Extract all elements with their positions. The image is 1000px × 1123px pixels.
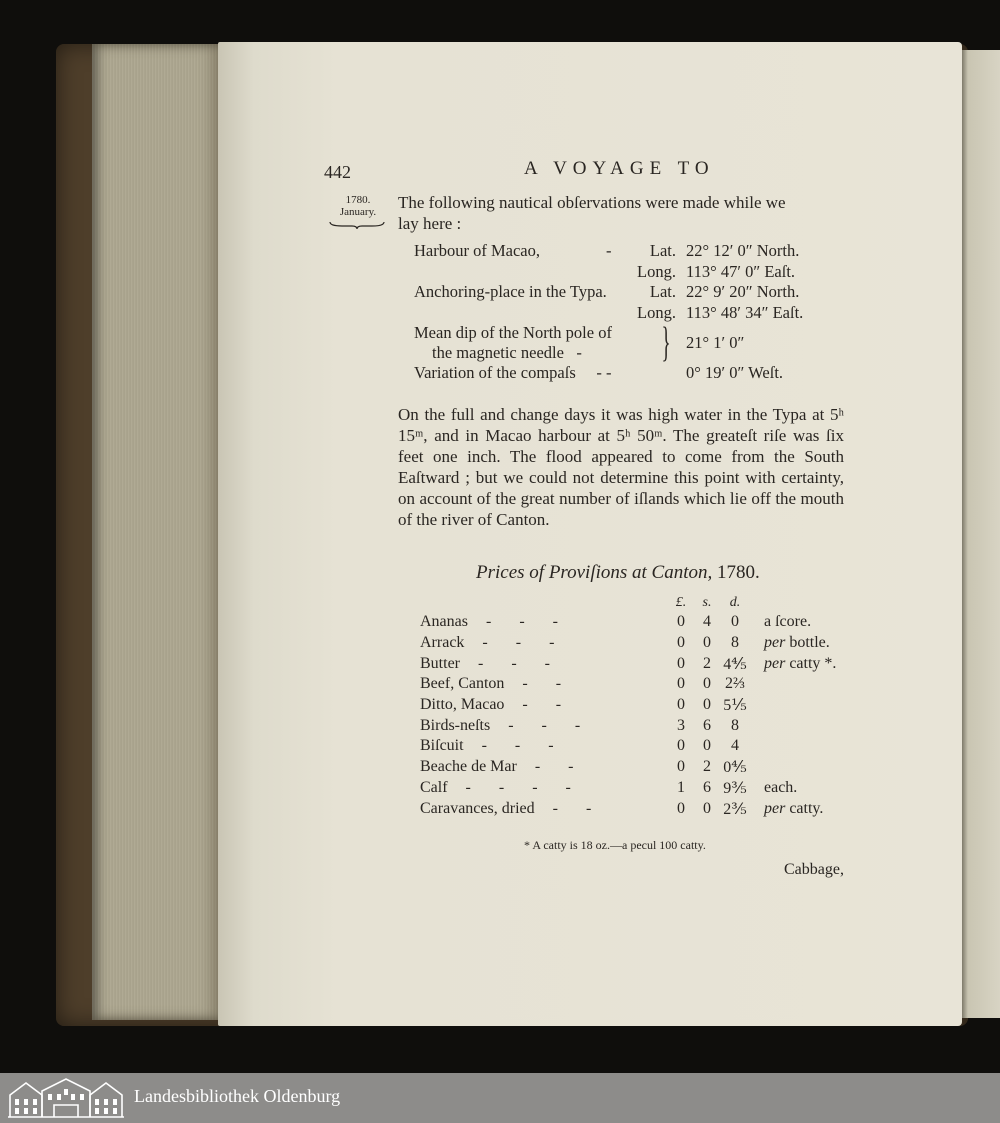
pence-header: d. [729,595,741,610]
price-item-dashes: - - - [478,654,550,672]
prices-table [420,594,836,819]
price-pence: 0 [731,613,739,631]
footnote: * A catty is 18 oz.—a pecul 100 catty. [524,838,706,852]
price-item-dashes: - - - [508,716,581,734]
price-unit [750,778,836,799]
price-pounds: 0 [677,696,685,714]
price-pence: 2⅗ [723,800,747,818]
price-pounds: 0 [677,654,685,672]
facing-page-edge [962,50,1000,1018]
page-edges [92,44,220,1020]
intro-line-2: lay here : [398,214,462,233]
price-item-name: Arrack [420,634,465,652]
observation-label: Lat. [649,282,676,302]
price-item-dashes: - - [534,758,574,776]
price-item-dashes: - - [522,696,562,714]
observation-label: Long. [637,261,676,281]
price-item [420,633,668,654]
observation-label: Long. [637,302,676,322]
dip-row [414,323,822,363]
price-row [420,798,836,819]
observation-label: Lat. [649,241,676,261]
price-shillings: 0 [703,696,711,714]
dip-brace [632,320,682,366]
price-item [420,715,668,736]
price-shillings: 2 [703,654,711,672]
intro-paragraph [398,192,786,234]
variation-value: 0° 19′ 0″ Weſt. [686,363,784,383]
price-item-dashes: - - - - [465,778,571,796]
price-unit-text: catty. [789,799,824,817]
price-item-name: Beef, Canton [420,675,505,693]
price-unit-per: per [764,634,786,652]
price-pence: 2⅔ [725,675,745,693]
observation-row [414,303,822,324]
price-item [420,757,668,778]
price-pence: 4 [731,737,739,755]
price-pounds: 0 [677,737,685,755]
page-number: 442 [324,162,351,182]
price-shillings: 0 [703,799,711,817]
price-item-name: Caravances, dried [420,799,535,817]
pounds-header: £. [675,595,687,610]
observations-table [414,241,822,384]
price-row [420,633,836,654]
price-item [420,612,668,633]
price-item-dashes: - - [552,799,592,817]
intro-line-1: The following nautical obſervations were made while we [398,193,786,212]
price-unit [750,695,836,716]
price-pounds: 0 [677,758,685,776]
variation-label [632,363,682,384]
price-pence: 9⅗ [723,779,747,797]
price-pounds: 0 [677,675,685,693]
book-page [218,42,962,1026]
price-unit [750,736,836,757]
observation-place: Anchoring-place in the Typa. [414,282,607,302]
shillings-header: s. [702,595,712,610]
price-item [420,736,668,757]
price-unit [750,633,836,654]
price-shillings: 0 [703,737,711,755]
observation-value: 22° 12′ 0″ North. [686,241,800,261]
price-unit [750,674,836,695]
observation-place [414,303,632,324]
observation-value: 113° 48′ 34″ Eaſt. [686,302,804,322]
prices-header-row [420,594,836,612]
price-unit-per: per [764,799,786,817]
price-shillings: 4 [703,613,711,631]
price-item-name: Birds-neſts [420,716,491,734]
price-shillings: 6 [703,716,711,734]
price-unit [750,798,836,819]
price-row [420,612,836,633]
price-unit-per: per [764,654,786,672]
price-item-name: Beache de Mar [420,758,517,776]
margin-brace-icon [328,220,386,230]
library-building-icon [8,1077,124,1119]
prices-title: Prices of Proviſions at Canton, 1780. [476,562,760,583]
price-pounds: 0 [677,613,685,631]
price-shillings: 0 [703,634,711,652]
variation-place: Variation of the compaſs - - [414,363,612,383]
curly-brace-icon: } [661,320,671,366]
price-unit-text: a ſcore. [764,613,812,631]
price-row [420,653,836,674]
price-item [420,674,668,695]
catchword: Cabbage, [784,861,844,878]
price-unit [750,757,836,778]
dip-line-1: Mean dip of the North pole of [414,323,612,342]
price-item-dashes: - - - [481,737,554,755]
price-item-dashes: - - - [485,613,558,631]
price-item [420,778,668,799]
price-shillings: 2 [703,758,711,776]
dip-description [414,323,632,363]
price-item-name: Butter [420,654,460,672]
price-pence: 5⅕ [723,697,747,715]
price-pounds: 0 [677,799,685,817]
price-row [420,736,836,757]
price-unit [750,612,836,633]
margin-note-month: January. [339,206,377,218]
tide-paragraph: On the full and change days it was high water in the Typa at 5ʰ 15ᵐ, and in Macao harbour at 5ʰ 50ᵐ. The greateſt riſe was ſix feet one inch. The flood appeared to come from the South Eaſtward ; but we could not determine this point with certainty, on account of the great number of iſlands which lie off the mouth of the river of Canton. [398,405,844,529]
dip-value: 21° 1′ 0″ [686,333,745,352]
price-unit [750,715,836,736]
price-item [420,695,668,716]
price-item [420,653,668,674]
price-pounds: 3 [677,716,685,734]
price-item-name: Ananas [420,613,468,631]
price-item-dashes: - - [522,675,562,693]
dip-line-2: the magnetic needle - [432,343,582,362]
observation-row [414,282,822,303]
price-item-name: Biſcuit [420,737,464,755]
price-item-name: Calf [420,778,448,796]
price-row [420,674,836,695]
observation-place [414,262,632,283]
price-item-name: Ditto, Macao [420,696,505,714]
price-pence: 4⅘ [723,655,747,673]
price-item [420,798,668,819]
observation-row [414,241,822,262]
price-unit-text: each. [764,778,798,796]
price-pounds: 0 [677,634,685,652]
price-row [420,695,836,716]
price-pence: 0⅘ [723,759,747,777]
price-shillings: 0 [703,675,711,693]
price-unit-text: bottle. [789,634,830,652]
price-pence: 8 [731,716,739,734]
observation-row [414,262,822,283]
price-unit-text: catty *. [789,654,837,672]
price-row [420,757,836,778]
price-pounds: 1 [677,778,685,796]
running-head: A VOYAGE TO [524,158,715,179]
price-unit [750,653,836,674]
price-row [420,778,836,799]
margin-note-year: 1780. [345,194,371,206]
observation-value: 113° 47′ 0″ Eaſt. [686,261,796,281]
footer-label: Landesbibliothek Oldenburg [134,1086,341,1106]
prices-year: 1780. [717,562,760,583]
price-shillings: 6 [703,778,711,796]
observation-value: 22° 9′ 20″ North. [686,282,800,302]
margin-note [330,194,386,218]
price-row [420,715,836,736]
observation-place: Harbour of Macao, - [414,241,612,261]
variation-row [414,363,822,384]
price-item-dashes: - - - [482,634,555,652]
price-pence: 8 [731,634,739,652]
